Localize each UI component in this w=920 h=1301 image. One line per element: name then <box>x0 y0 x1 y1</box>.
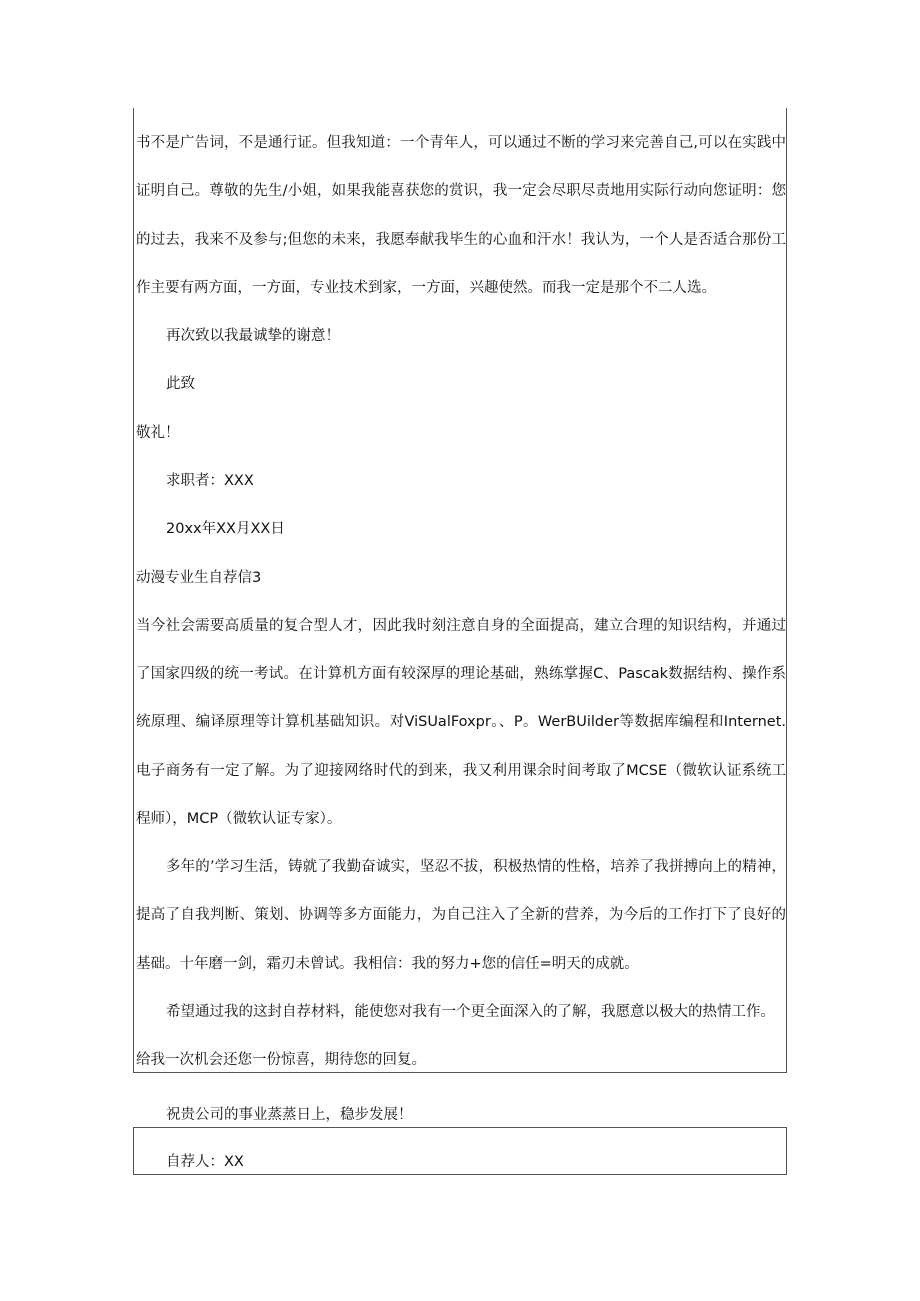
paragraph-line: 电子商务有一定了解。为了迎接网络时代的到来，我又利用课余时间考取了MCSE（微软认证系统工 <box>136 763 786 779</box>
paragraph-line: 统原理、编译原理等计算机基础知识。对ViSUalFoxpr。、P。WerBUilder等数据库编程和Internet. <box>136 714 786 730</box>
closing-salutation: 此致 <box>166 376 195 392</box>
letter-date: 20xx年XX月XX日 <box>166 521 285 537</box>
paragraph-line: 多年的’学习生活，铸就了我勤奋诚实，坚忍不拔，积极热情的性格，培养了我拼搏向上的精神， <box>166 859 786 875</box>
wish-line: 祝贵公司的事业蒸蒸日上，稳步发展！ <box>166 1107 413 1123</box>
document-frame <box>133 108 787 1073</box>
paragraph-line: 给我一次机会还您一份惊喜，期待您的回复。 <box>136 1052 426 1068</box>
paragraph-line: 证明自己。尊敬的先生/小姐，如果我能喜获您的赏识，我一定会尽职尽责地用实际行动向您证明：您 <box>136 183 786 199</box>
paragraph-line: 基础。十年磨一剑，霜刃未曾试。我相信：我的努力+您的信任=明天的成就。 <box>136 956 639 972</box>
paragraph-line: 的过去，我来不及参与;但您的未来，我愿奉献我毕生的心血和汗水！我认为，一个人是否适合那份工 <box>136 232 786 248</box>
paragraph-line: 当今社会需要高质量的复合型人才，因此我时刻注意自身的全面提高，建立合理的知识结构，并通过 <box>136 618 786 634</box>
paragraph-line: 了国家四级的统一考试。在计算机方面有较深厚的理论基础，熟练掌握C、Pascak数据结构、操作系 <box>136 666 786 682</box>
paragraph-line: 书不是广告词，不是通行证。但我知道：一个青年人，可以通过不断的学习来完善自己,可以在实践中 <box>136 135 786 151</box>
paragraph-line: 程师），MCP（微软认证专家）。 <box>136 811 342 827</box>
paragraph-line: 提高了自我判断、策划、协调等多方面能力，为自己注入了全新的营养，为今后的工作打下了良好的 <box>136 907 786 923</box>
paragraph-line: 作主要有两方面，一方面，专业技术到家，一方面，兴趣使然。而我一定是那个不二人选。 <box>136 280 716 296</box>
paragraph-line: 希望通过我的这封自荐材料，能使您对我有一个更全面深入的了解，我愿意以极大的热情工作。 <box>166 1004 775 1020</box>
applicant-signature: 求职者：XXX <box>166 473 254 489</box>
section-title: 动漫专业生自荐信3 <box>136 570 262 586</box>
closing-regards: 敬礼！ <box>136 425 180 441</box>
thanks-line: 再次致以我最诚挚的谢意！ <box>166 328 340 344</box>
self-recommender-signature: 自荐人：XX <box>166 1154 244 1170</box>
